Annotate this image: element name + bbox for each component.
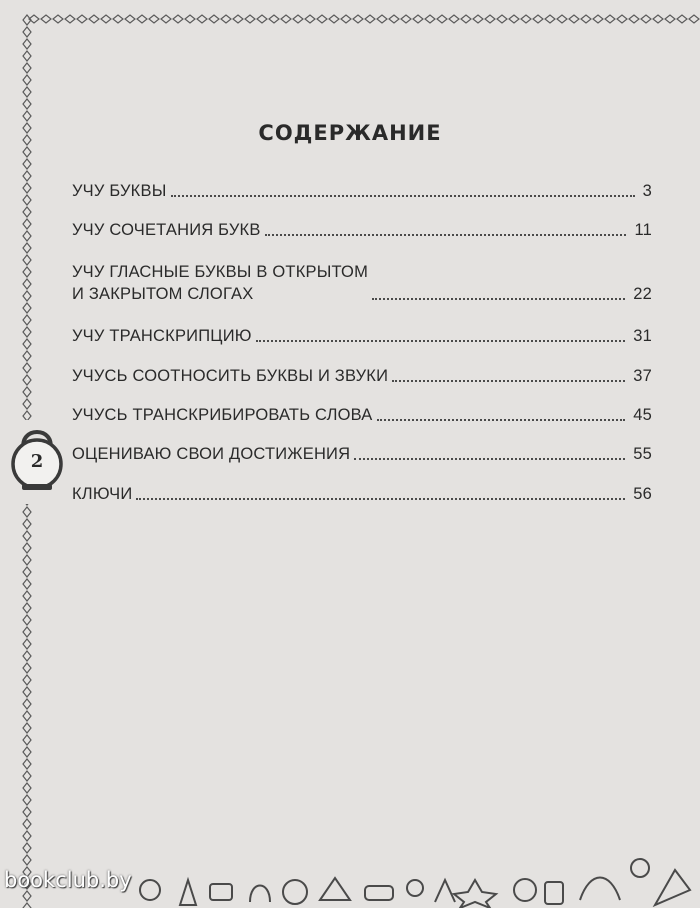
toc-entry[interactable] (72, 325, 652, 347)
dot-leader (377, 419, 626, 421)
toc-entry-label (72, 261, 368, 305)
dot-leader (372, 298, 625, 300)
dot-leader (392, 380, 625, 382)
toc-entry[interactable] (72, 219, 652, 241)
toc-entry[interactable] (72, 261, 652, 305)
toc-entry-label: ОЦЕНИВАЮ СВОИ ДОСТИЖЕНИЯ (72, 445, 351, 463)
toc-entry-label: УЧУСЬ СООТНОСИТЬ БУКВЫ И ЗВУКИ (72, 367, 389, 385)
toc-entry-page: 3 (642, 182, 652, 200)
toc-entry[interactable] (72, 365, 652, 387)
top-border-ornament (28, 14, 700, 24)
toc-entry-page: 22 (633, 285, 652, 303)
toc-entry-label: УЧУСЬ ТРАНСКРИБИРОВАТЬ СЛОВА (72, 406, 373, 424)
toc-entry[interactable] (72, 180, 652, 202)
dot-leader (136, 498, 625, 500)
bottom-doodle-ornament (130, 850, 700, 908)
dot-leader (265, 234, 627, 236)
toc-entry-label: УЧУ СОЧЕТАНИЯ БУКВ (72, 221, 261, 239)
toc-entry[interactable] (72, 483, 652, 505)
toc-entry-page: 11 (634, 221, 652, 239)
dot-leader (171, 195, 635, 197)
page-title: СОДЕРЖАНИЕ (258, 121, 442, 145)
dot-leader (354, 458, 625, 460)
toc-entry-page: 56 (633, 485, 652, 503)
dot-leader (256, 340, 626, 342)
page-number: 2 (30, 451, 44, 472)
toc-entry-label: УЧУ ТРАНСКРИПЦИЮ (72, 327, 252, 345)
toc-entry-page: 37 (633, 367, 652, 385)
toc-entry-label-line1: УЧУ ГЛАСНЫЕ БУКВЫ В ОТКРЫТОМ (72, 263, 369, 281)
toc-entry-page: 55 (633, 445, 652, 463)
toc-entry[interactable] (72, 443, 652, 465)
toc-entry[interactable] (72, 404, 652, 426)
toc-entry-label: КЛЮЧИ (72, 485, 133, 503)
watermark-text: bookclub.by (4, 868, 132, 892)
toc-entry-label-line2: И ЗАКРЫТОМ СЛОГАХ (72, 285, 254, 303)
toc-entry-label: УЧУ БУКВЫ (72, 182, 167, 200)
toc-entry-page: 31 (633, 327, 652, 345)
toc-entry-page: 45 (633, 406, 652, 424)
